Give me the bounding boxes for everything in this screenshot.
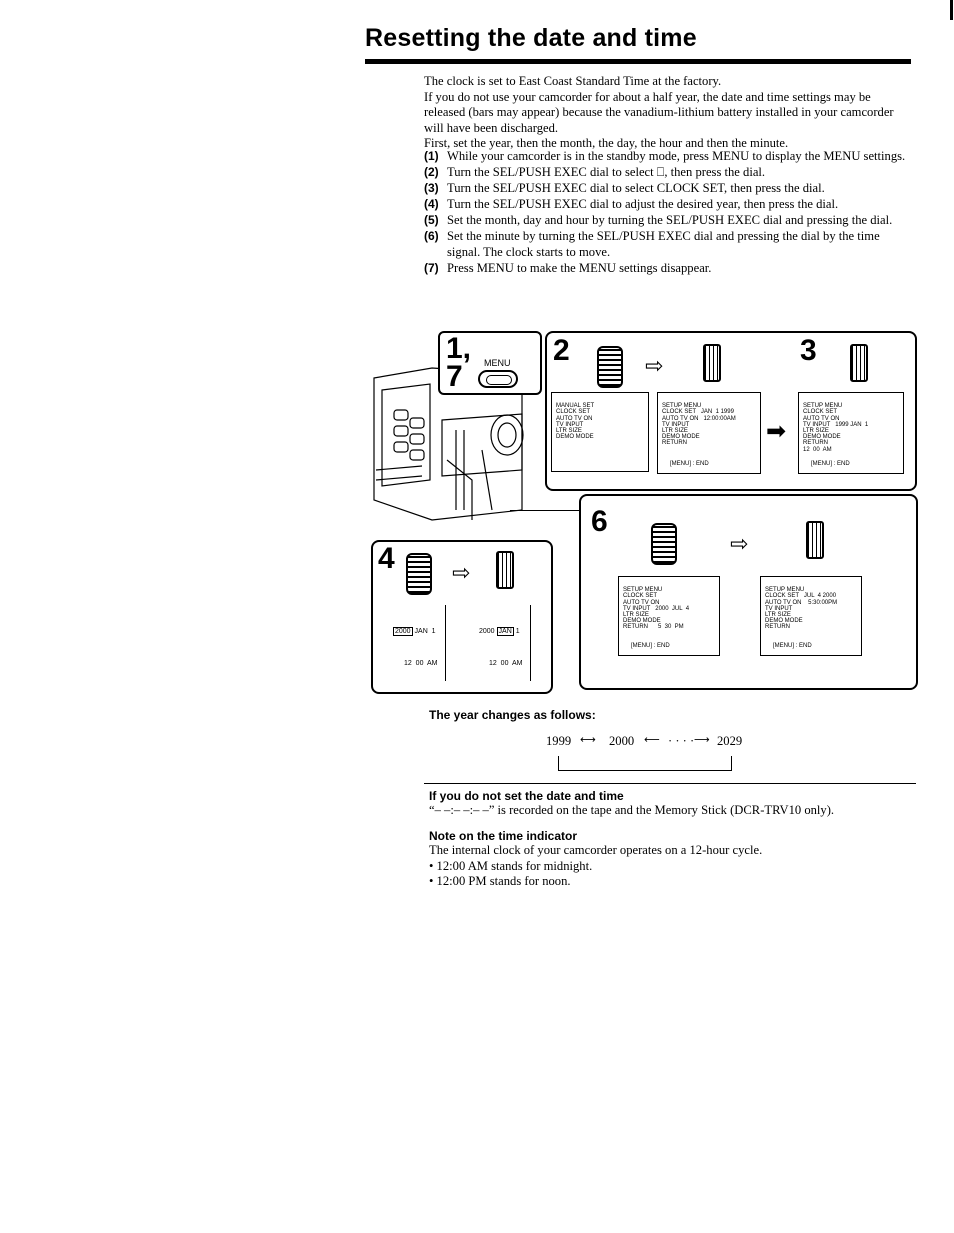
step-number: (6) xyxy=(424,229,439,243)
step-2 xyxy=(424,164,909,180)
year-highlight: 2000 xyxy=(395,628,411,635)
year-changes-heading: The year changes as follows: xyxy=(429,708,596,722)
screen-line: LTR SIZE xyxy=(556,428,582,435)
screen-line: DEMO MODE xyxy=(765,618,803,625)
step-number: (3) xyxy=(424,181,439,195)
screen-line: CLOCK SET xyxy=(556,409,591,416)
screen-line: AUTO TV ON 12:00:00AM xyxy=(662,415,736,422)
panel-label-2: 2 xyxy=(553,334,570,367)
panel-label-7: 7 xyxy=(446,360,463,393)
step-4 xyxy=(424,196,909,212)
screen-line: TV INPUT xyxy=(765,605,793,612)
screen-line: SETUP MENU xyxy=(803,403,843,410)
screen-line: DEMO MODE xyxy=(662,434,700,441)
step-number: (2) xyxy=(424,165,439,179)
screen-line: DEMO MODE xyxy=(556,434,594,441)
screen-line: AUTO TV ON 5:30:00PM xyxy=(765,599,838,606)
display-right-bracket xyxy=(474,605,531,681)
menu-screen-setup-2 xyxy=(798,392,904,474)
dial-turn-icon xyxy=(597,346,623,388)
screen-line: LTR SIZE xyxy=(765,612,791,619)
panel-label-1: 1, xyxy=(446,332,472,365)
screen-footer: [MENU] : END xyxy=(631,642,670,649)
panel-label-3: 3 xyxy=(800,334,817,367)
step-text: Turn the SEL/PUSH EXEC dial to select CLOCK SET, then press the dial. xyxy=(447,181,825,195)
not-set-text: “– –:– –:– –” is recorded on the tape and the Memory Stick (DCR-TRV10 only). xyxy=(429,803,835,817)
note-bullet-2: • 12:00 PM stands for noon. xyxy=(429,874,571,888)
screen-line: RETURN xyxy=(765,624,790,631)
menu-screen-setup-3 xyxy=(618,576,720,656)
screen-line: 12 00 AM xyxy=(803,446,832,453)
step-1 xyxy=(424,148,909,164)
step-6 xyxy=(424,228,909,260)
dial-press-icon xyxy=(806,521,824,559)
right-arrow-icon: ⇨ xyxy=(645,354,664,379)
display-left-bracket xyxy=(392,605,446,681)
solid-arrow-icon: ➡ xyxy=(766,417,787,445)
screen-line: SETUP MENU xyxy=(662,403,702,410)
title-rule xyxy=(365,59,911,64)
panel-label-4: 4 xyxy=(378,542,395,575)
dial-press-icon xyxy=(703,344,721,382)
loop-line xyxy=(558,756,732,771)
right-edge-mark xyxy=(950,0,953,20)
year-ellipsis: · · · · xyxy=(668,734,695,748)
screen-line: TV INPUT 2000 JUL 4 xyxy=(623,605,690,612)
double-arrow-icon: ⟷ xyxy=(580,733,596,746)
screen-line: RETURN xyxy=(662,440,687,447)
page-title: Resetting the date and time xyxy=(365,24,697,52)
note-bullet-1: • 12:00 AM stands for midnight. xyxy=(429,859,593,873)
intro-paragraph-2: If you do not use your camcorder for about a half year, the date and time settings may be released (bars may appear) because the vanadium-lithium battery installed in your camcorder will have been discharged. xyxy=(424,89,894,135)
screen-footer: [MENU] : END xyxy=(670,460,709,467)
intro-text xyxy=(424,74,904,152)
date-rest: JAN 1 xyxy=(414,628,436,635)
section-divider xyxy=(424,783,916,784)
display-right-time: 12 00 AM xyxy=(489,660,523,667)
screen-line: LTR SIZE xyxy=(662,428,688,435)
screen-line: SETUP MENU xyxy=(765,587,805,594)
screen-line: RETURN 5 30 PM xyxy=(623,624,684,631)
screen-line: TV INPUT 1999 JAN 1 xyxy=(803,421,869,428)
display-left-date xyxy=(393,628,436,636)
dial-press-icon xyxy=(496,551,514,589)
screen-line: TV INPUT xyxy=(556,421,584,428)
note-heading: Note on the time indicator xyxy=(429,829,578,843)
right-arrow-icon: ⟶ xyxy=(694,733,710,746)
dial-press-icon xyxy=(850,344,868,382)
screen-line: CLOCK SET JAN 1 1999 xyxy=(662,409,734,416)
dial-turn-icon xyxy=(406,553,432,595)
year-value: 2000 xyxy=(479,628,495,635)
year-2000: 2000 xyxy=(609,734,635,748)
day-value: 1 xyxy=(515,628,520,635)
step-number: (7) xyxy=(424,261,439,275)
intro-paragraph-1: The clock is set to East Coast Standard Time at the factory. xyxy=(424,74,722,88)
screen-line: RETURN xyxy=(803,440,828,447)
menu-label: MENU xyxy=(484,358,511,368)
year-1999: 1999 xyxy=(546,734,572,748)
step-7 xyxy=(424,260,909,276)
step-text: While your camcorder is in the standby mode, press MENU to display the MENU settings. xyxy=(447,149,906,163)
step-text: Press MENU to make the MENU settings disappear. xyxy=(447,261,712,275)
step-number: (4) xyxy=(424,197,439,211)
screen-line: CLOCK SET xyxy=(623,593,658,600)
screen-line: MANUAL SET xyxy=(556,403,595,410)
year-cycle-diagram xyxy=(540,734,760,774)
screen-line: CLOCK SET xyxy=(803,409,838,416)
step-text: Set the minute by turning the SEL/PUSH EXEC dial and pressing the dial by the time signal. The clock starts to move. xyxy=(447,229,880,259)
step-number: (5) xyxy=(424,213,439,227)
screen-line: DEMO MODE xyxy=(803,434,841,441)
year-2029: 2029 xyxy=(717,734,743,748)
menu-screen-setup-4 xyxy=(760,576,862,656)
screen-line: AUTO TV ON xyxy=(623,599,660,606)
display-left-time: 12 00 AM xyxy=(404,660,438,667)
screen-line: DEMO MODE xyxy=(623,618,661,625)
screen-line: TV INPUT xyxy=(662,421,690,428)
intro-paragraph-3: First, set the year, then the month, the day, the hour and then the minute. xyxy=(424,136,789,151)
step-5 xyxy=(424,212,909,228)
menu-screen-setup-1 xyxy=(657,392,761,474)
screen-footer: [MENU] : END xyxy=(773,642,812,649)
screen-line: SETUP MENU xyxy=(623,587,663,594)
screen-line: AUTO TV ON xyxy=(556,415,593,422)
step-text: Turn the SEL/PUSH EXEC dial to adjust the desired year, then press the dial. xyxy=(447,197,839,211)
note-text: The internal clock of your camcorder operates on a 12-hour cycle. xyxy=(429,843,763,857)
steps-list xyxy=(424,148,909,276)
connector-line xyxy=(510,510,580,511)
right-arrow-icon: ⇨ xyxy=(452,561,471,586)
right-arrow-icon: ⇨ xyxy=(730,532,749,557)
step-number: (1) xyxy=(424,149,439,163)
menu-button-icon xyxy=(478,370,518,388)
screen-footer: [MENU] : END xyxy=(811,460,850,467)
step-text: Turn the SEL/PUSH EXEC dial to select ⎕, then press the dial. xyxy=(447,165,766,179)
menu-screen-manual-set xyxy=(551,392,649,472)
screen-line: CLOCK SET JUL 4 2000 xyxy=(765,593,837,600)
display-right-date xyxy=(479,628,520,636)
screen-line: AUTO TV ON xyxy=(803,415,840,422)
screen-line: LTR SIZE xyxy=(803,428,829,435)
not-set-heading: If you do not set the date and time xyxy=(429,789,624,803)
panel-label-6: 6 xyxy=(591,505,608,538)
step-3 xyxy=(424,180,909,196)
month-highlight: JAN xyxy=(498,628,512,635)
screen-line: LTR SIZE xyxy=(623,612,649,619)
step-text: Set the month, day and hour by turning the SEL/PUSH EXEC dial and pressing the dial. xyxy=(447,213,893,227)
dial-turn-icon xyxy=(651,523,677,565)
left-arrow-icon: ⟵ xyxy=(644,733,660,746)
